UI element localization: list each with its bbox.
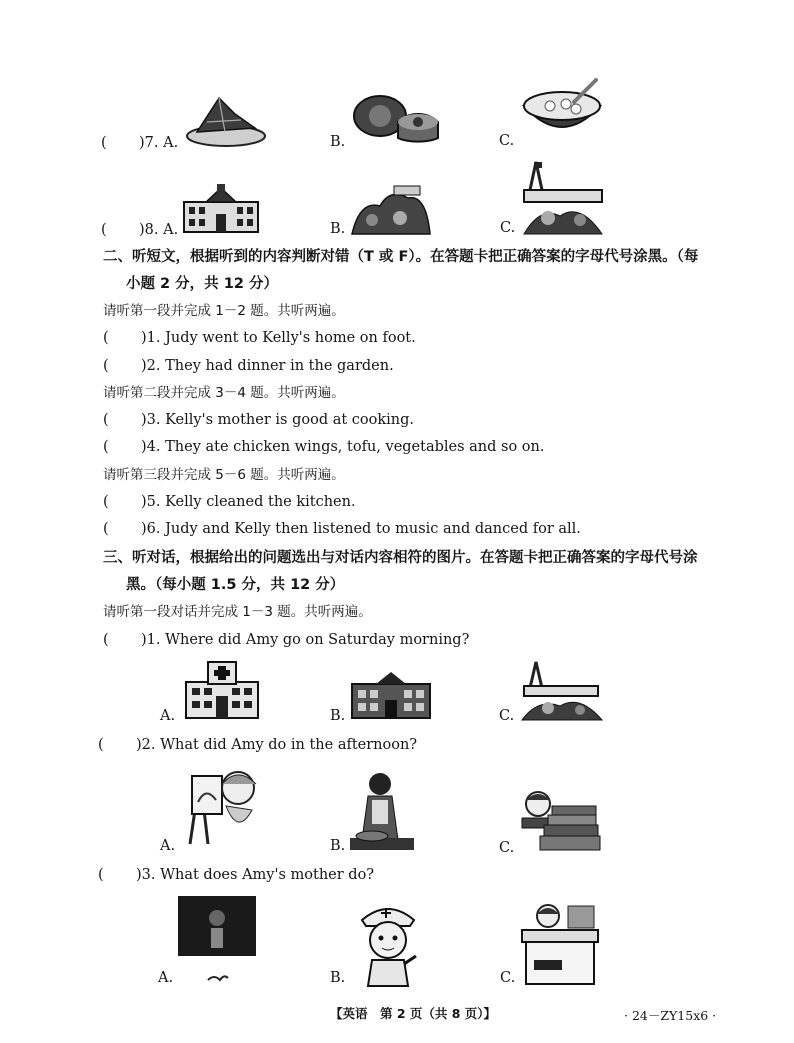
girl-reading-books-picture (518, 790, 602, 854)
q8-label: )8. A. (139, 222, 179, 238)
answer-paren: ( (101, 222, 107, 238)
part2-seg3-instr: 请听第三段并完成 5－6 题。共听两遍。 (103, 467, 345, 483)
zongzi-picture (185, 92, 267, 148)
pic-q1-option-c: C. (499, 708, 515, 724)
exam-code: · 24－ZY15x6 · (624, 1008, 717, 1023)
mooncake-picture (352, 92, 440, 148)
tf-q3: ( )3. Kelly's mother is good at cooking. (103, 412, 415, 428)
zoo-picture (518, 660, 604, 722)
pic-q1-option-b: B. (330, 708, 346, 724)
zoo-picture (520, 160, 606, 236)
answer-paren: ( (103, 439, 109, 455)
part2-heading: 二、听短文，根据听到的内容判断对错（T 或 F）。在答题卡把正确答案的字母代号涂黑。（每 (103, 249, 699, 265)
pic-q3-option-a: A. (158, 970, 174, 986)
pic-q3: ( )3. What does Amy's mother do? (98, 867, 375, 883)
part2-seg1-instr: 请听第一段并完成 1－2 题。共听两遍。 (103, 303, 345, 319)
q8-option-c: C. (500, 220, 516, 236)
part3-seg1-instr: 请听第一段对话并完成 1－3 题。共听两遍。 (103, 604, 372, 620)
hospital-picture (182, 660, 262, 720)
answer-paren: ( (103, 632, 109, 648)
part2-seg2-instr: 请听第二段并完成 3－4 题。共听两遍。 (103, 385, 345, 401)
pic-q2-option-c: C. (499, 840, 515, 856)
tf-q6: ( )6. Judy and Kelly then listened to music and danced for all. (103, 521, 581, 537)
tv-presenter-picture (178, 896, 256, 982)
tangyuan-bowl-picture (520, 76, 604, 146)
girl-cooking-picture (350, 770, 414, 852)
part2-heading-cont: 小题 2 分，共 12 分） (126, 276, 278, 292)
q8-option-b: B. (330, 221, 346, 237)
cashier-picture (518, 902, 602, 986)
tf-q5: ( )5. Kelly cleaned the kitchen. (103, 494, 356, 510)
part3-heading-cont: 黑。（每小题 1.5 分，共 12 分） (126, 577, 345, 593)
amusement-park-picture (350, 180, 432, 236)
pic-q2-option-a: A. (160, 838, 176, 854)
q7-label: )7. A. (139, 135, 179, 151)
answer-paren: ( (98, 737, 104, 753)
part3-heading: 三、听对话，根据给出的问题选出与对话内容相符的图片。在答题卡把正确答案的字母代号涂 (103, 550, 698, 566)
tf-q2: ( )2. They had dinner in the garden. (103, 358, 394, 374)
page-footer (330, 1004, 496, 1022)
pic-q1-option-a: A. (160, 708, 176, 724)
answer-paren: ( (101, 135, 107, 151)
school-building-picture (182, 184, 260, 236)
pic-q2: ( )2. What did Amy do in the afternoon? (98, 737, 418, 753)
answer-paren: ( (103, 330, 109, 346)
school-picture (350, 670, 432, 720)
page-number-label: 【英语 第 2 页（共 8 页）】 (330, 1006, 497, 1021)
pic-q1: ( )1. Where did Amy go on Saturday morning? (103, 632, 470, 648)
girl-painting-picture (180, 766, 266, 846)
nurse-picture (352, 900, 422, 988)
q7-option-b: B. (330, 134, 346, 150)
answer-paren: ( (103, 358, 109, 374)
tf-q4: ( )4. They ate chicken wings, tofu, vegetables and so on. (103, 439, 545, 455)
q8-line (101, 221, 178, 239)
q7-line (101, 134, 178, 152)
answer-paren: ( (103, 412, 109, 428)
q7-option-c: C. (499, 133, 515, 149)
pic-q3-option-b: B. (330, 970, 346, 986)
pic-q2-option-b: B. (330, 838, 346, 854)
pic-q3-option-c: C. (500, 970, 516, 986)
answer-paren: ( (103, 521, 109, 537)
answer-paren: ( (98, 867, 104, 883)
answer-paren: ( (103, 494, 109, 510)
tf-q1: ( )1. Judy went to Kelly's home on foot. (103, 330, 416, 346)
